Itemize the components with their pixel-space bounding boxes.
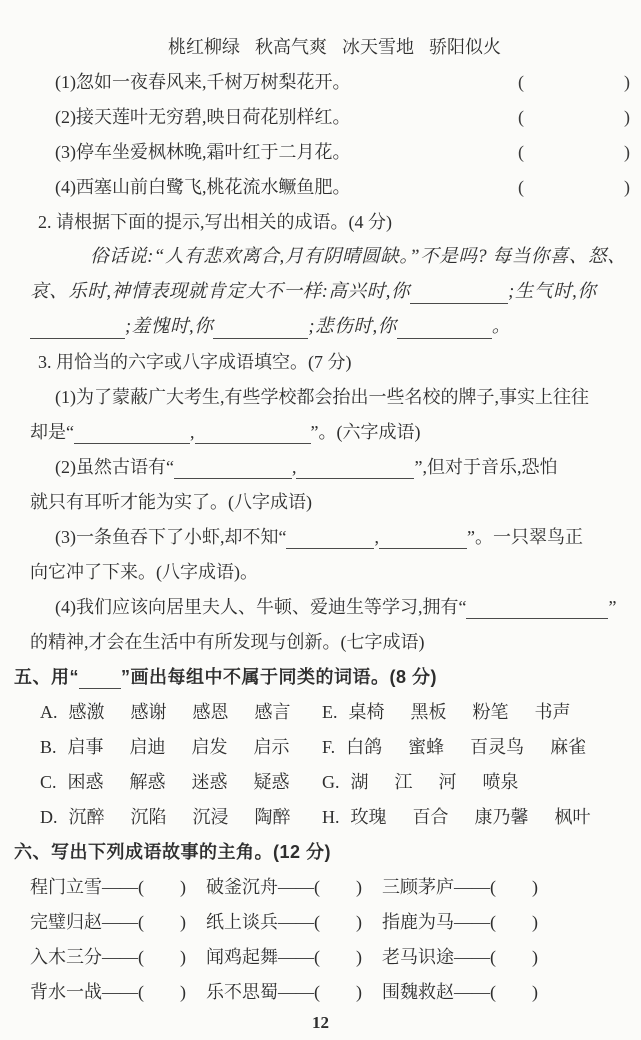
dash-open-paren: ——(: [454, 912, 496, 932]
group-letter: B.: [40, 737, 57, 757]
close-paren: ): [532, 947, 538, 967]
story-idiom: 完璧归赵: [30, 912, 102, 932]
story-idiom: 围魏救赵: [382, 982, 454, 1002]
story-idiom-cell-5: [206, 905, 382, 940]
q3-header: 3. 用恰当的六字或八字成语填空。(7 分): [38, 352, 352, 372]
group-letter: D.: [40, 807, 58, 827]
q2-paragraph-line-2: 哀、乐时,神情表现就肯定大不一样:高兴时,你 ;生气时,你: [30, 282, 597, 302]
answer-blank: [397, 319, 492, 339]
story-idiom: 闻鸡起舞: [206, 947, 278, 967]
q2-paragraph-line-3: ;羞愧时,你 ;悲伤时,你 。: [0, 310, 641, 345]
story-idiom-cell-4: [30, 905, 206, 940]
answer-blank: [213, 319, 308, 339]
close-paren: ): [356, 877, 362, 897]
section-6-header: 六、写出下列成语故事的主角。(12 分): [14, 842, 332, 862]
story-idiom-cell-6: [382, 905, 641, 940]
close-paren: ): [532, 912, 538, 932]
dash-open-paren: ——(: [102, 877, 144, 897]
close-paren: ): [624, 177, 630, 197]
story-idiom-cell-2: [206, 870, 382, 905]
story-idiom-cell-12: [382, 975, 641, 1010]
q1-item-3: [0, 135, 641, 170]
close-paren: ): [356, 912, 362, 932]
answer-blank: [195, 424, 311, 444]
answer-blank: [410, 284, 508, 304]
group-words: 玫瑰 百合 康乃馨 枫叶: [350, 807, 591, 827]
q3-item-3-line-1: (3)一条鱼吞下了小虾,却不知“ , ”。一只翠鸟正: [55, 527, 583, 547]
q1-item-2-text: (2)接天莲叶无穷碧,映日荷花别样红。: [55, 107, 351, 127]
dash-open-paren: ——(: [454, 947, 496, 967]
close-paren: ): [180, 877, 186, 897]
word-group-B: [40, 730, 322, 765]
q3-item-3-line-2: 向它冲了下来。(八字成语)。: [30, 562, 258, 582]
close-paren: ): [180, 947, 186, 967]
dash-open-paren: ——(: [278, 947, 320, 967]
close-paren: ): [180, 982, 186, 1002]
word-group-row-3: [0, 765, 641, 800]
q3-item-1-line-2: 却是“ , ”。(六字成语): [30, 422, 421, 442]
story-idiom: 乐不思蜀: [206, 982, 278, 1002]
answer-blank: [296, 459, 414, 479]
q1-item-4-answer-parens: [518, 170, 630, 205]
word-group-F: [322, 730, 586, 765]
story-idiom: 程门立雪: [30, 877, 102, 897]
group-letter: H.: [322, 807, 340, 827]
answer-blank: [74, 424, 190, 444]
story-idiom-cell-7: [30, 940, 206, 975]
story-idiom: 纸上谈兵: [206, 912, 278, 932]
group-letter: C.: [40, 772, 57, 792]
q1-item-3-answer-parens: [518, 135, 630, 170]
q2-header: 2. 请根据下面的提示,写出相关的成语。(4 分): [38, 212, 392, 232]
q2-paragraph-line-1: 俗话说:“人有悲欢离合,月有阴晴圆缺。”不是吗? 每当你喜、怒、: [90, 247, 627, 267]
word-group-D: [40, 800, 322, 835]
story-idiom-grid: [0, 870, 641, 1010]
group-words: 白鸽 蜜蜂 百灵鸟 麻雀: [346, 737, 587, 757]
open-paren: (: [518, 72, 524, 92]
answer-blank: [30, 319, 125, 339]
story-idiom: 指鹿为马: [382, 912, 454, 932]
group-words: 困惑 解惑 迷惑 疑惑: [67, 772, 290, 792]
word-group-A: [40, 695, 322, 730]
story-idiom: 三顾茅庐: [382, 877, 454, 897]
dash-open-paren: ——(: [102, 912, 144, 932]
story-idiom-cell-1: [30, 870, 206, 905]
section-5-header: 五、用“ ”画出每组中不属于同类的词语。(8 分): [14, 667, 437, 687]
story-idiom: 入木三分: [30, 947, 102, 967]
answer-blank: [379, 529, 467, 549]
q3-item-4-line-1: (4)我们应该向居里夫人、牛顿、爱迪生等学习,拥有“ ”: [55, 597, 617, 617]
word-group-row-4: [0, 800, 641, 835]
group-words: 启事 启迪 启发 启示: [67, 737, 290, 757]
story-idiom-cell-11: [206, 975, 382, 1010]
dash-open-paren: ——(: [454, 982, 496, 1002]
q3-item-1-line-1: (1)为了蒙蔽广大考生,有些学校都会抬出一些名校的牌子,事实上往往: [55, 387, 589, 407]
q1-item-1-answer-parens: [518, 65, 630, 100]
dash-open-paren: ——(: [278, 912, 320, 932]
q1-item-2: [0, 100, 641, 135]
answer-blank: [174, 459, 292, 479]
open-paren: (: [518, 177, 524, 197]
word-group-row-2: [0, 730, 641, 765]
q1-item-2-answer-parens: [518, 100, 630, 135]
dash-open-paren: ——(: [102, 947, 144, 967]
q1-item-1-text: (1)忽如一夜春风来,千树万树梨花开。: [55, 72, 351, 92]
word-group-row-1: [0, 695, 641, 730]
story-idiom-cell-10: [30, 975, 206, 1010]
group-words: 桌椅 黑板 粉笔 书声: [348, 702, 571, 722]
open-paren: (: [518, 107, 524, 127]
q1-item-4-text: (4)西塞山前白鹭飞,桃花流水鳜鱼肥。: [55, 177, 351, 197]
group-letter: A.: [40, 702, 58, 722]
dash-open-paren: ——(: [454, 877, 496, 897]
story-idiom: 老马识途: [382, 947, 454, 967]
q1-item-1: [0, 65, 641, 100]
q3-item-4-line-2: 的精神,才会在生活中有所发现与创新。(七字成语): [30, 632, 425, 652]
group-letter: E.: [322, 702, 338, 722]
word-group-G: [322, 765, 519, 800]
answer-blank: [286, 529, 374, 549]
open-paren: (: [518, 142, 524, 162]
close-paren: ): [624, 142, 630, 162]
group-letter: G.: [322, 772, 340, 792]
page-number: 12: [312, 1013, 329, 1032]
group-words: 湖 江 河 喷泉: [350, 772, 519, 792]
q3-item-2-line-1: (2)虽然古语有“ , ”,但对于音乐,恐怕: [55, 457, 558, 477]
group-words: 沉醉 沉陷 沉浸 陶醉: [68, 807, 291, 827]
q3-item-2-line-2: 就只有耳听才能为实了。(八字成语): [30, 492, 312, 512]
q1-item-4: [0, 170, 641, 205]
group-words: 感激 感谢 感恩 感言: [68, 702, 291, 722]
answer-blank: [79, 669, 121, 689]
close-paren: ): [624, 107, 630, 127]
close-paren: ): [356, 982, 362, 1002]
word-group-H: [322, 800, 591, 835]
answer-blank: [466, 599, 608, 619]
close-paren: ): [532, 877, 538, 897]
dash-open-paren: ——(: [102, 982, 144, 1002]
close-paren: ): [624, 72, 630, 92]
story-idiom-cell-3: [382, 870, 641, 905]
story-idiom-cell-8: [206, 940, 382, 975]
close-paren: ): [356, 947, 362, 967]
group-letter: F.: [322, 737, 336, 757]
story-idiom: 背水一战: [30, 982, 102, 1002]
q1-item-3-text: (3)停车坐爱枫林晚,霜叶红于二月花。: [55, 142, 351, 162]
close-paren: ): [180, 912, 186, 932]
story-idiom-cell-9: [382, 940, 641, 975]
story-idiom: 破釜沉舟: [206, 877, 278, 897]
idiom-word-bank: 桃红柳绿 秋高气爽 冰天雪地 骄阳似火: [168, 37, 501, 57]
dash-open-paren: ——(: [278, 982, 320, 1002]
word-group-E: [322, 695, 571, 730]
close-paren: ): [532, 982, 538, 1002]
dash-open-paren: ——(: [278, 877, 320, 897]
word-group-C: [40, 765, 322, 800]
